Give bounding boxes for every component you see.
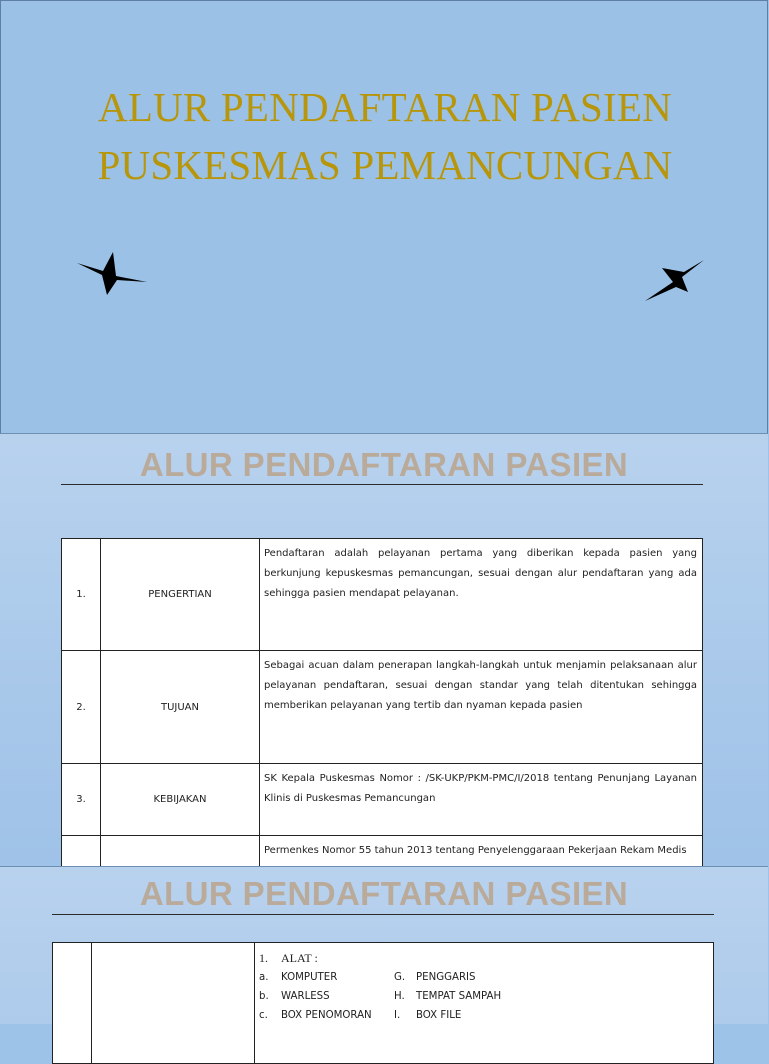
list-marker: b. (259, 991, 269, 1002)
list-marker: 1. (259, 951, 268, 965)
list-marker: a. (259, 972, 269, 983)
tools-list (259, 948, 708, 1025)
row-description: Permenkes Nomor 55 tahun 2013 tentang Penyelenggaraan Pekerjaan Rekam Medis (260, 836, 703, 905)
row-description: Sebagai acuan dalam penerapan langkah-langkah untuk menjamin pelaksanaan alur pelayanan pendaftaran, sesuai dengan standar yang telah ditentukan sehingga memberikan pelayanan yang tertib dan nyaman kepada pasien (260, 651, 703, 764)
row-label: TUJUAN (101, 651, 260, 764)
list-marker: H. (394, 991, 405, 1002)
list-item (259, 1006, 708, 1025)
four-point-star-icon (642, 258, 708, 304)
table-row (53, 943, 714, 1064)
definition-slide (0, 433, 768, 867)
tools-slide (0, 866, 768, 1024)
table-row (62, 651, 703, 764)
row-description: SK Kepala Puskesmas Nomor : /SK-UKP/PKM-PMC/I/2018 tentang Penunjang Layanan Klinis di Puskesmas Pemancungan (260, 764, 703, 836)
section-title: ALUR PENDAFTARAN PASIEN (139, 446, 629, 483)
row-label: KEBIJAKAN (101, 764, 260, 836)
title-line-2: PUSKESMAS PEMANCUNGAN (97, 142, 673, 188)
four-point-star-icon (75, 250, 151, 298)
row-description: Pendaftaran adalah pelayanan pertama yang diberikan kepada pasien yang berkunjung kepuskesmas pemancungan, sesuai dengan alur pendaftaran yang ada sehingga pasien mendapat pelayanan. (260, 539, 703, 651)
info-table (61, 538, 703, 905)
tool-name: TEMPAT SAMPAH (416, 991, 502, 1002)
row-label (92, 943, 255, 1064)
tools-heading: ALAT : (281, 951, 318, 965)
title-line-1: ALUR PENDAFTARAN PASIEN (98, 84, 672, 130)
table-row (62, 764, 703, 836)
table-row (62, 539, 703, 651)
tools-table (52, 942, 714, 1064)
row-number (53, 943, 92, 1064)
title-underline (61, 484, 703, 485)
list-marker: c. (259, 1010, 268, 1021)
list-marker: I. (394, 1010, 401, 1021)
title-slide (0, 0, 768, 434)
row-description (255, 943, 714, 1064)
title-underline (52, 914, 714, 915)
tool-name: BOX FILE (416, 1010, 462, 1021)
list-item (259, 987, 708, 1006)
section-title: ALUR PENDAFTARAN PASIEN (139, 875, 629, 912)
tool-name: WARLESS (281, 991, 330, 1002)
row-number: 1. (62, 539, 101, 651)
row-number: 3. (62, 764, 101, 836)
row-label: PENGERTIAN (101, 539, 260, 651)
tool-name: PENGGARIS (416, 972, 476, 983)
list-item (259, 968, 708, 987)
tool-name: KOMPUTER (281, 972, 338, 983)
row-number: 2. (62, 651, 101, 764)
tool-name: BOX PENOMORAN (281, 1010, 372, 1021)
list-marker: G. (394, 972, 406, 983)
